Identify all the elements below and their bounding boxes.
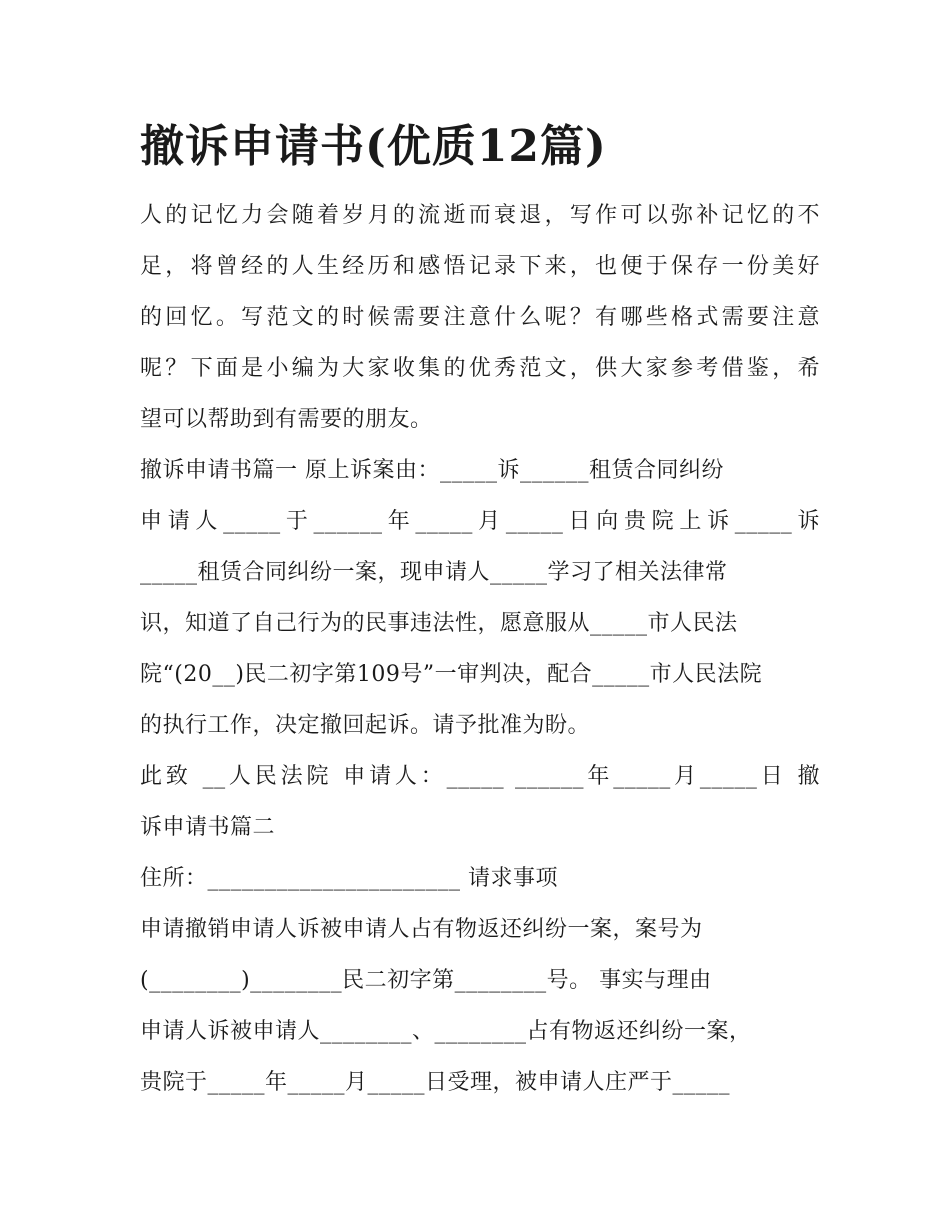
paragraph-line: 申请撤销申请人诉被申请人占有物返还纠纷一案，案号为 — [140, 917, 703, 942]
paragraph-line: 呢？下面是小编为大家收集的优秀范文，供大家参考借鉴，希 — [140, 356, 820, 381]
paragraph-line: 院“(20__)民二初字第109号”一审判决，配合_____市人民法院 — [140, 662, 763, 687]
document-body — [140, 190, 820, 1108]
paragraph-line: 申请人_____于______年_____月_____日向贵院上诉_____诉 — [140, 509, 820, 534]
paragraph-line: 贵院于_____年_____月_____日受理，被申请人庄严于_____ — [140, 1070, 731, 1095]
paragraph-line: 撤诉申请书篇一 原上诉案由：_____诉______租赁合同纠纷 — [140, 458, 724, 483]
paragraph-line: 申请人诉被申请人________、________占有物返还纠纷一案， — [140, 1019, 752, 1044]
document-page — [140, 112, 820, 1108]
paragraph-line: 的回忆。写范文的时候需要注意什么呢？有哪些格式需要注意 — [140, 305, 820, 330]
paragraph-line: _____租赁合同纠纷一案，现申请人_____学习了相关法律常 — [140, 560, 728, 585]
paragraph-line: 望可以帮助到有需要的朋友。 — [140, 407, 433, 432]
paragraph-line: 足，将曾经的人生经历和感悟记录下来，也便于保存一份美好 — [140, 254, 820, 279]
paragraph-line: 住所：______________________ 请求事项 — [140, 866, 558, 891]
paragraph-line: 此致 __人民法院 申请人：_____ ______年_____月_____日 撤 — [140, 764, 820, 789]
paragraph-line: 识，知道了自己行为的民事违法性，愿意服从_____市人民法 — [140, 611, 738, 636]
paragraph-line: 人的记忆力会随着岁月的流逝而衰退，写作可以弥补记忆的不 — [140, 203, 820, 228]
paragraph-line: 的执行工作，决定撤回起诉。请予批准为盼。 — [140, 713, 591, 738]
paragraph-line: 诉申请书篇二 — [140, 815, 276, 840]
document-title: 撤诉申请书(优质12篇) — [140, 121, 607, 172]
paragraph-line: (________)________民二初字第________号。 事实与理由 — [140, 968, 712, 993]
